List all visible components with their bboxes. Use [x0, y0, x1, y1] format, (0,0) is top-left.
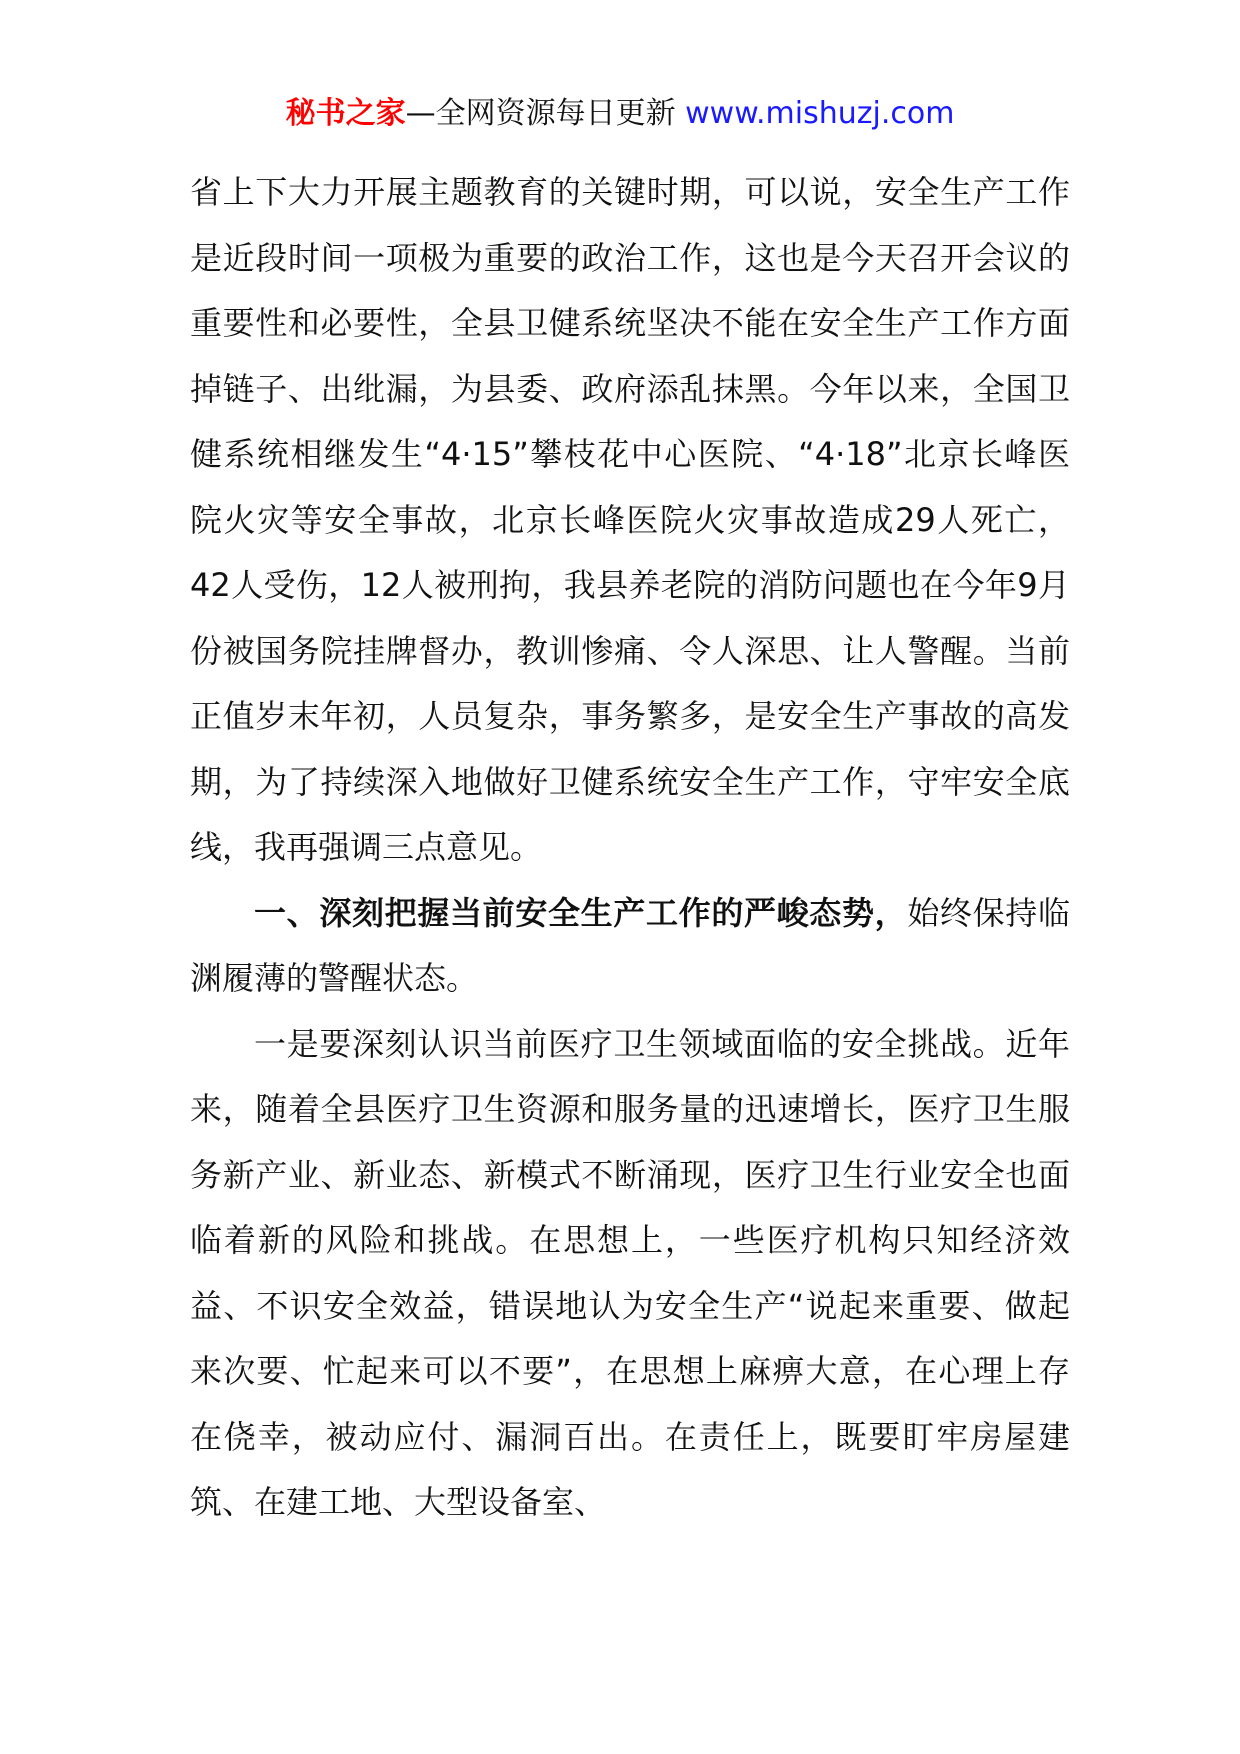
- site-header: [0, 94, 1240, 134]
- site-tagline: —全网资源每日更新: [405, 96, 686, 131]
- section-heading-1-rest: 始终保持临渊履薄的警醒状态。: [190, 893, 1070, 997]
- paragraph-2: 一是要深刻认识当前医疗卫生领域面临的安全挑战。近年来，随着全县医疗卫生资源和服务量的迅速增长，医疗卫生服务新产业、新业态、新模式不断涌现，医疗卫生行业安全也面临着新的风险和挑战。在思想上，一些医疗机构只知经济效益、不识安全效益，错误地认为安全生产“说起来重要、做起来次要、忙起来可以不要”，在思想上麻痹大意，在心理上存在侥幸，被动应付、漏洞百出。在责任上，既要盯牢房屋建筑、在建工地、大型设备室、: [190, 1024, 1070, 1521]
- section-heading-1: [190, 881, 1070, 1012]
- site-brand: 秘书之家: [285, 96, 406, 131]
- paragraph-1: 省上下大力开展主题教育的关键时期，可以说，安全生产工作是近段时间一项极为重要的政治工作，这也是今天召开会议的重要性和必要性，全县卫健系统坚决不能在安全生产工作方面掉链子、出纰漏，为县委、政府添乱抹黑。今年以来，全国卫健系统相继发生“4·15”攀枝花中心医院、“4·18”北京长峰医院火灾等安全事故，北京长峰医院火灾事故造成29人死亡，42人受伤，12人被刑拘，我县养老院的消防问题也在今年9月份被国务院挂牌督办，教训惨痛、令人深思、让人警醒。当前正值岁末年初，人员复杂，事务繁多，是安全生产事故的高发期，为了持续深入地做好卫健系统安全生产工作，守牢安全底线，我再强调三点意见。: [190, 173, 1070, 866]
- site-url-link[interactable]: www.mishuzj.com: [685, 96, 955, 131]
- document-body: [190, 160, 1070, 1536]
- section-heading-1-bold: 一、深刻把握当前安全生产工作的严峻态势，: [254, 893, 908, 932]
